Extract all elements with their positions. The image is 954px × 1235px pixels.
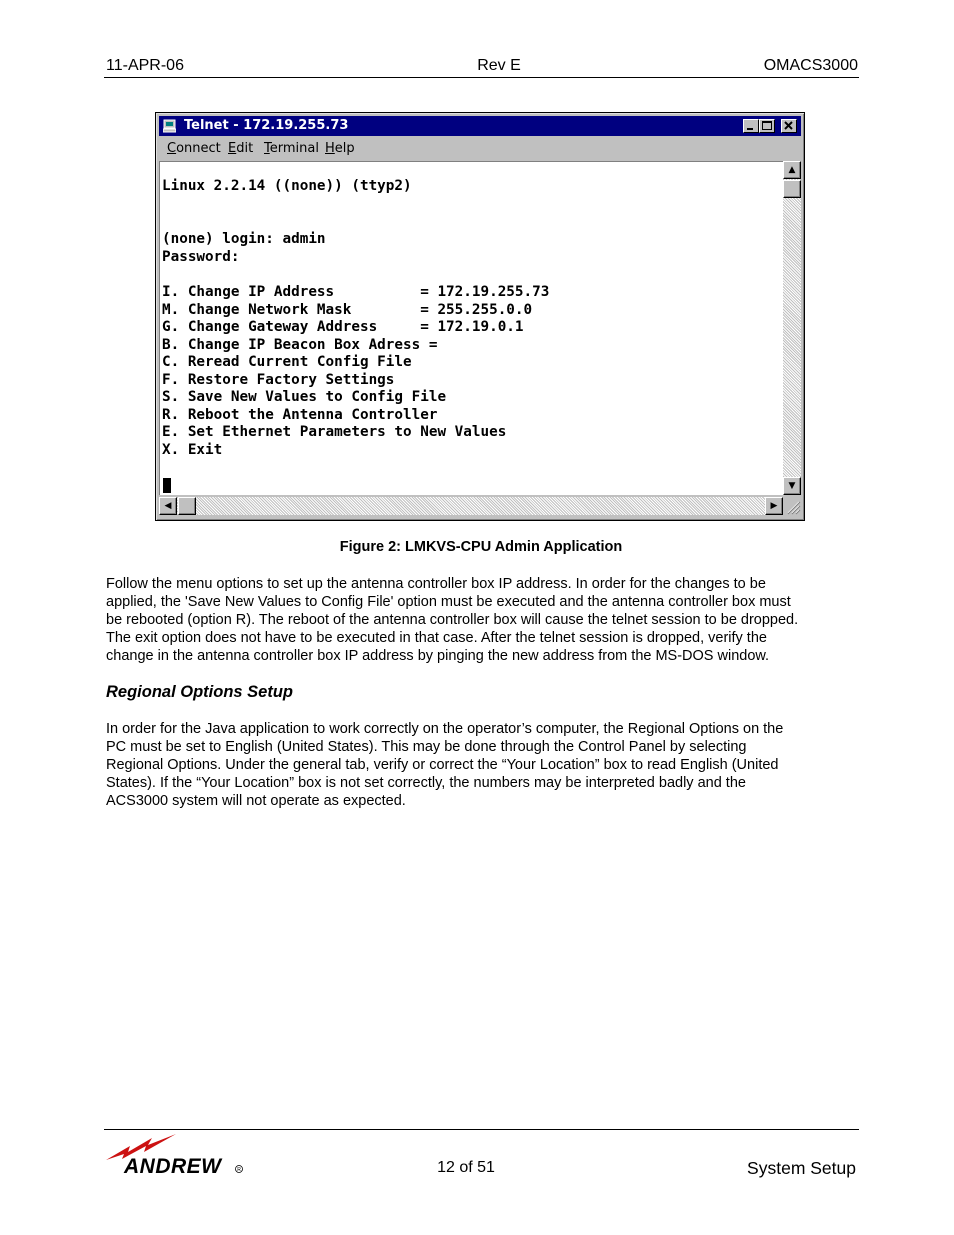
terminal-line: I. Change IP Address = 172.19.255.73 [162,284,550,300]
menu-help[interactable]: Help [325,141,355,156]
paragraph-line: The exit option does not have to be executed in that case. After the telnet session is dropped, verify the [106,630,767,646]
maximize-button[interactable] [759,119,775,133]
resize-grip-icon [783,497,801,515]
menu-edit[interactable]: Edit [228,141,254,156]
header-date: 11-APR-06 [106,57,184,74]
scroll-up-button[interactable] [783,161,801,179]
arrow-left-icon: ◀ [164,501,172,511]
figure-caption: Figure 2: LMKVS-CPU Admin Application [339,539,623,555]
scroll-left-button[interactable] [159,497,177,515]
terminal-line: G. Change Gateway Address = 172.19.0.1 [162,319,524,335]
window-title: Telnet - 172.19.255.73 [184,118,349,133]
terminal-line: M. Change Network Mask = 255.255.0.0 [162,302,533,318]
paragraph-line: change in the antenna controller box IP address by pinging the new address from the MS-DOS window. [106,648,770,664]
paragraph-line: be rebooted (option R). The reboot of the antenna controller box will cause the telnet session to be dropped. [106,612,799,628]
terminal-line: F. Restore Factory Settings [162,372,395,388]
footer-rule [104,1129,859,1130]
menu-terminal[interactable]: Terminal [264,141,319,156]
paragraph-line: ACS3000 system will not operate as expected. [106,793,406,809]
body-paragraph [106,575,866,665]
header-rule [104,77,859,78]
window-menubar [159,138,801,160]
window-titlebar[interactable] [159,116,801,136]
terminal-line: Linux 2.2.14 ((none)) (ttyp2) [162,178,412,194]
paragraph-line: In order for the Java application to work correctly on the operator’s computer, the Regional Options on the [106,721,784,737]
telnet-window [155,112,805,521]
resize-grip[interactable] [783,497,801,515]
minimize-button[interactable] [743,119,759,133]
horizontal-scrollbar[interactable] [159,497,783,515]
terminal-line: Password: [162,249,240,265]
terminal-line: (none) login: admin [162,231,326,247]
paragraph-line: Follow the menu options to set up the antenna controller box IP address. In order for the changes to be [106,576,766,592]
close-icon [782,120,796,132]
header-revision: Rev E [477,57,521,74]
vertical-scroll-thumb[interactable] [783,180,801,198]
terminal-line: S. Save New Values to Config File [162,389,447,405]
logo-wordmark: ANDREW [124,1155,222,1177]
maximize-icon [760,120,774,132]
telnet-app-icon [163,119,176,133]
scroll-down-button[interactable] [783,477,801,495]
terminal-line: C. Reread Current Config File [162,354,412,370]
footer-section: System Setup [747,1158,856,1178]
scroll-right-button[interactable] [765,497,783,515]
arrow-down-icon: ▼ [788,481,796,491]
menu-connect[interactable]: Connect [167,141,221,156]
body-paragraph [106,720,866,810]
arrow-up-icon: ▲ [788,165,796,175]
paragraph-line: PC must be set to English (United States). This may be done through the Control Panel by selecting [106,739,747,755]
paragraph-line: applied, the 'Save New Values to Config File' option must be executed and the antenna controller box must [106,594,791,610]
minimize-icon [744,120,758,132]
vertical-scrollbar[interactable] [783,161,801,495]
terminal-cursor [163,478,171,493]
paragraph-line: States). If the “Your Location” box is not set correctly, the numbers may be interpreted badly and the [106,775,746,791]
page-number: 12 of 51 [437,1159,495,1176]
svg-text:R: R [237,1167,241,1173]
terminal-line: E. Set Ethernet Parameters to New Values [162,424,507,440]
terminal-line: B. Change IP Beacon Box Adress = [162,337,438,353]
terminal-line: R. Reboot the Antenna Controller [162,407,438,423]
terminal-screen[interactable] [159,161,783,495]
horizontal-scroll-thumb[interactable] [178,497,196,515]
close-button[interactable] [781,119,797,133]
terminal-line: X. Exit [162,442,223,458]
section-heading: Regional Options Setup [106,683,294,701]
paragraph-line: Regional Options. Under the general tab, verify or correct the “Your Location” box to read English (United [106,757,779,773]
arrow-right-icon: ▶ [770,501,778,511]
header-document-id: OMACS3000 [763,57,858,74]
